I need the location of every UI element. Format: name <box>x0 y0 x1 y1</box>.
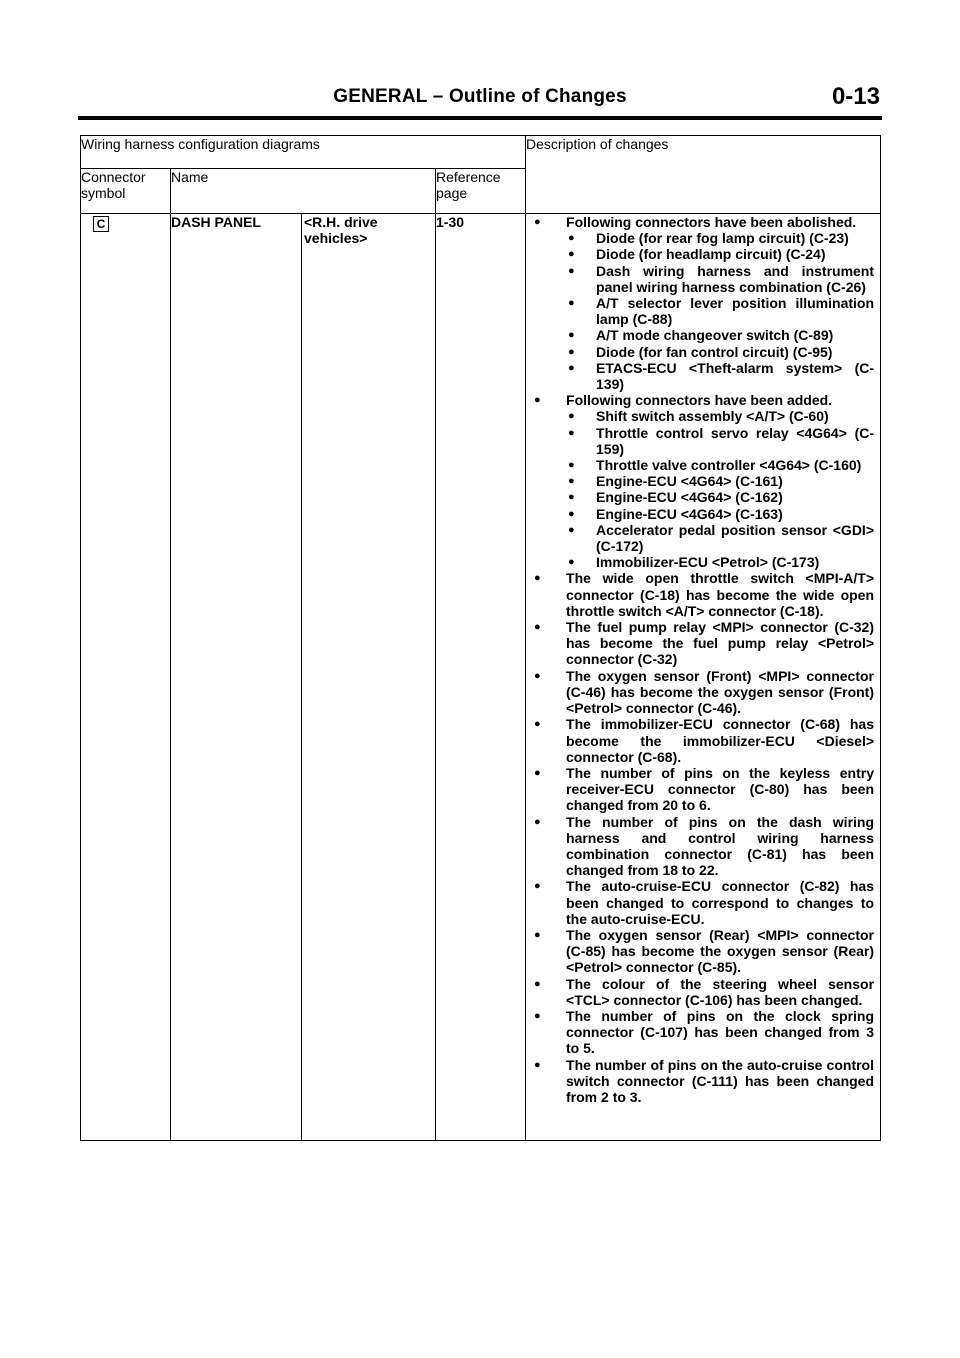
change-subitem: ● Diode (for fan control circuit) (C-95) <box>528 344 874 360</box>
change-item: ● Following connectors have been added. <box>528 392 874 408</box>
reference-cell <box>436 214 526 1141</box>
change-item: ● The auto-cruise-ECU connector (C-82) has been changed to correspond to changes to the auto-cruise-ECU. <box>528 878 874 927</box>
change-item: ● The number of pins on the auto-cruise control switch connector (C-111) has been changed from 2 to 3. <box>528 1057 874 1106</box>
change-item: ● The number of pins on the clock spring connector (C-107) has been changed from 3 to 5. <box>528 1008 874 1057</box>
name-cell <box>171 214 302 1141</box>
change-item: ● The immobilizer-ECU connector (C-68) has become the immobilizer-ECU <Diesel> connector (C-68). <box>528 716 874 765</box>
change-item: ● Following connectors have been abolished. <box>528 214 874 230</box>
change-subitem: ● Engine-ECU <4G64> (C-162) <box>528 489 874 505</box>
change-subitem: ● Diode (for rear fog lamp circuit) (C-23) <box>528 230 874 246</box>
change-item: ● The number of pins on the keyless entry receiver-ECU connector (C-80) has been changed from 20 to 6. <box>528 765 874 814</box>
connector-symbol-header: Connector symbol <box>81 169 171 214</box>
change-item: ● The colour of the steering wheel sensor <TCL> connector (C-106) has been changed. <box>528 976 874 1008</box>
change-subitem: ● Engine-ECU <4G64> (C-161) <box>528 473 874 489</box>
name-header: Name <box>171 169 436 214</box>
change-subitem: ● Throttle valve controller <4G64> (C-160) <box>528 457 874 473</box>
change-subitem: ● Dash wiring harness and instrument panel wiring harness combination (C-26) <box>528 263 874 295</box>
connector-variant: <R.H. drive vehicles> <box>304 214 378 247</box>
page-header <box>78 83 882 116</box>
change-subitem: ● Accelerator pedal position sensor <GDI> (C-172) <box>528 522 874 554</box>
description-cell <box>526 214 881 1141</box>
connector-symbol-box: C <box>93 216 109 232</box>
changes-table <box>80 135 881 1141</box>
change-subitem: ● ETACS-ECU <Theft-alarm system> (C-139) <box>528 360 874 392</box>
group-header-cell: Wiring harness configuration diagrams <box>81 136 526 169</box>
header-rule <box>78 116 882 120</box>
page-number: 0-13 <box>831 83 880 110</box>
change-subitem: ● Shift switch assembly <A/T> (C-60) <box>528 408 874 424</box>
change-list <box>528 214 880 1105</box>
connector-name: DASH PANEL <box>171 214 261 230</box>
change-item: ● The oxygen sensor (Front) <MPI> connector (C-46) has become the oxygen sensor (Front) <Petrol> connector (C-46). <box>528 668 874 717</box>
change-subitem: ● Diode (for headlamp circuit) (C-24) <box>528 246 874 262</box>
change-subitem: ● A/T mode changeover switch (C-89) <box>528 327 874 343</box>
change-item: ● The number of pins on the dash wiring harness and control wiring harness combination connector (C-81) has been changed from 18 to 22. <box>528 814 874 879</box>
change-subitem: ● Immobilizer-ECU <Petrol> (C-173) <box>528 554 874 570</box>
variant-cell <box>302 214 436 1141</box>
reference-page-header: Reference page <box>436 169 526 214</box>
change-item: ● The wide open throttle switch <MPI-A/T> connector (C-18) has become the wide open throttle switch <A/T> connector (C-18). <box>528 570 874 619</box>
change-item: ● The fuel pump relay <MPI> connector (C-32) has become the fuel pump relay <Petrol> connector (C-32) <box>528 619 874 668</box>
change-subitem: ● Engine-ECU <4G64> (C-163) <box>528 506 874 522</box>
reference-page: 1-30 <box>436 214 465 230</box>
table-row <box>81 214 881 1141</box>
section-title: GENERAL – Outline of Changes <box>333 86 627 107</box>
connector-symbol-cell <box>81 214 171 1141</box>
description-header-cell: Description of changes <box>526 136 881 214</box>
change-item: ● The oxygen sensor (Rear) <MPI> connector (C-85) has become the oxygen sensor (Rear) <Petrol> connector (C-85). <box>528 927 874 976</box>
table-group-header-row <box>81 136 881 169</box>
change-subitem: ● Throttle control servo relay <4G64> (C-159) <box>528 425 874 457</box>
change-subitem: ● A/T selector lever position illumination lamp (C-88) <box>528 295 874 327</box>
